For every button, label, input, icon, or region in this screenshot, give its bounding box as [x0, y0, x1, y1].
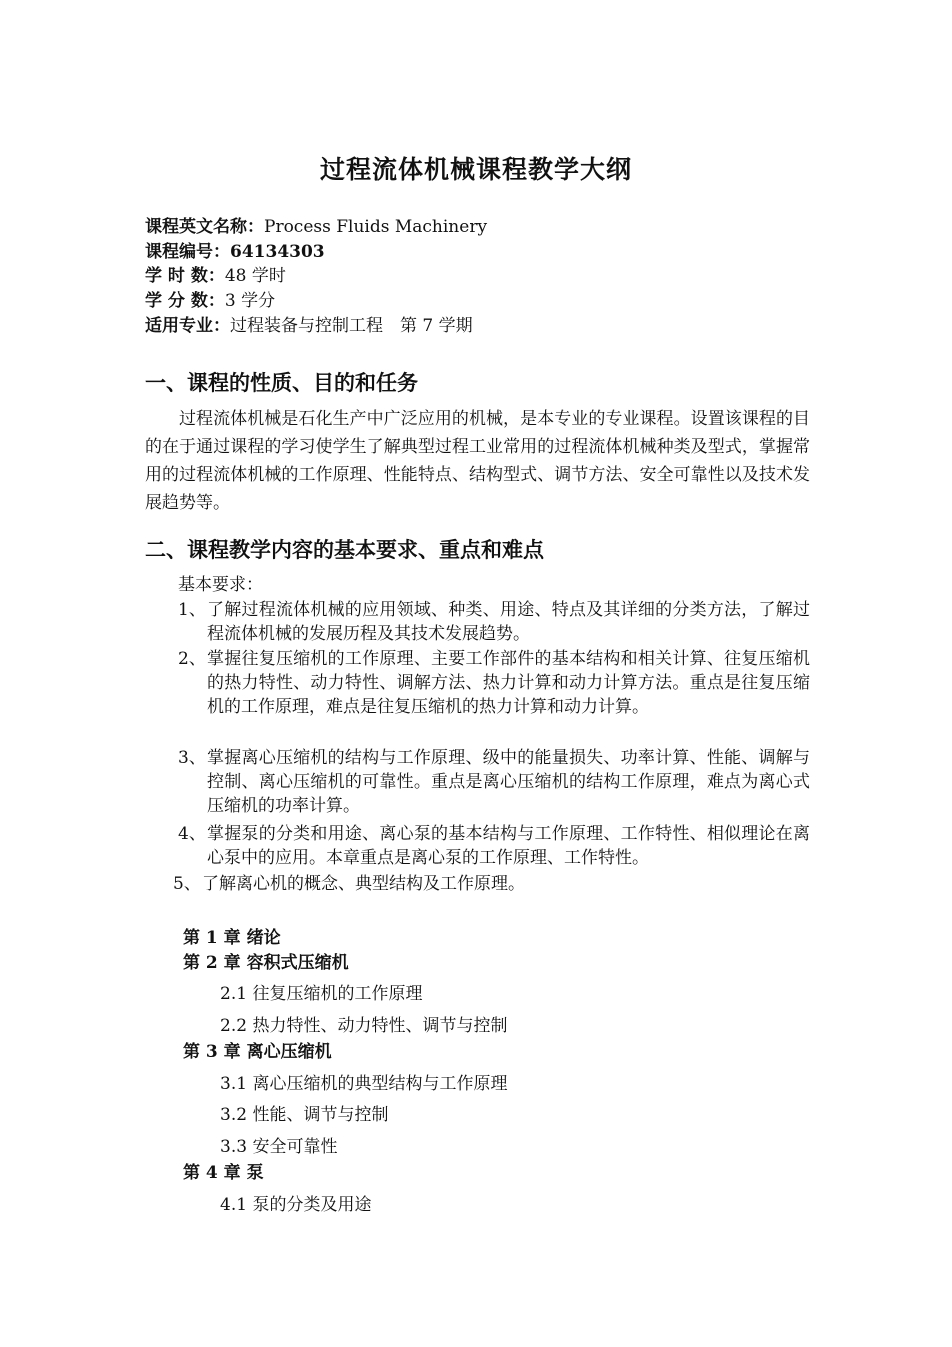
requirement-item-4	[178, 822, 810, 870]
requirement-item-1	[178, 598, 810, 646]
requirement-number: 1、	[178, 600, 206, 620]
section-2-1: 2.1 往复压缩机的工作原理	[220, 984, 423, 1004]
meta-course-code	[145, 240, 325, 264]
requirement-item-5	[173, 872, 810, 896]
requirement-number: 3、	[178, 748, 206, 768]
requirement-text: 了解过程流体机械的应用领域、种类、用途、特点及其详细的分类方法，了解过程流体机械的发展历程及其技术发展趋势。	[207, 600, 810, 644]
meta-major	[145, 314, 473, 338]
meta-value: Process Fluids Machinery	[264, 217, 488, 237]
requirement-number: 4、	[178, 824, 206, 844]
meta-value: 64134303	[230, 242, 325, 262]
meta-hours	[145, 264, 286, 288]
requirement-text: 掌握往复压缩机的工作原理、主要工作部件的基本结构和相关计算、往复压缩机的热力特性、动力特性、调解方法、热力计算和动力计算方法。重点是往复压缩机的工作原理，难点是往复压缩机的热力计算和动力计算。	[207, 649, 810, 717]
meta-credits	[145, 289, 275, 313]
requirement-text: 掌握离心压缩机的结构与工作原理、级中的能量损失、功率计算、性能、调解与控制、离心压缩机的可靠性。重点是离心压缩机的结构工作原理，难点为离心式压缩机的功率计算。	[207, 748, 810, 816]
section-3-2: 3.2 性能、调节与控制	[220, 1105, 389, 1125]
requirement-number: 2、	[178, 649, 206, 669]
section2-heading: 二、课程教学内容的基本要求、重点和难点	[145, 537, 544, 562]
meta-label: 学 时 数：	[145, 266, 225, 286]
requirement-item-3	[178, 746, 810, 818]
chapter-2-heading: 第 2 章 容积式压缩机	[183, 953, 349, 973]
requirement-text: 掌握泵的分类和用途、离心泵的基本结构与工作原理、工作特性、相似理论在离心泵中的应用。本章重点是离心泵的工作原理、工作特性。	[207, 824, 810, 868]
requirements-intro: 基本要求：	[178, 575, 263, 595]
meta-value: 3 学分	[224, 291, 276, 311]
chapter-3-heading: 第 3 章 离心压缩机	[183, 1042, 332, 1062]
requirement-text: 了解离心机的概念、典型结构及工作原理。	[202, 874, 525, 894]
section1-heading: 一、课程的性质、目的和任务	[145, 370, 418, 395]
meta-label: 适用专业：	[145, 316, 230, 336]
section-2-2: 2.2 热力特性、动力特性、调节与控制	[220, 1016, 508, 1036]
meta-label: 课程英文名称：	[145, 217, 264, 237]
requirement-number: 5、	[173, 874, 201, 894]
meta-value: 48 学时	[224, 266, 286, 286]
requirement-item-2	[178, 647, 810, 719]
section-3-1: 3.1 离心压缩机的典型结构与工作原理	[220, 1074, 508, 1094]
meta-english-name	[145, 215, 487, 239]
chapter-1-heading: 第 1 章 绪论	[183, 928, 281, 948]
meta-label: 学 分 数：	[145, 291, 225, 311]
meta-label: 课程编号：	[145, 242, 230, 262]
meta-value: 过程装备与控制工程 第 7 学期	[230, 316, 473, 336]
page-title: 过程流体机械课程教学大纲	[319, 155, 632, 184]
chapter-4-heading: 第 4 章 泵	[183, 1163, 264, 1183]
section-4-1: 4.1 泵的分类及用途	[220, 1195, 372, 1215]
section-3-3: 3.3 安全可靠性	[220, 1137, 338, 1157]
section1-body: 过程流体机械是石化生产中广泛应用的机械，是本专业的专业课程。设置该课程的目的在于通过课程的学习使学生了解典型过程工业常用的过程流体机械种类及型式，掌握常用的过程流体机械的工作原理、性能特点、结构型式、调节方法、安全可靠性以及技术发展趋势等。	[145, 409, 810, 513]
